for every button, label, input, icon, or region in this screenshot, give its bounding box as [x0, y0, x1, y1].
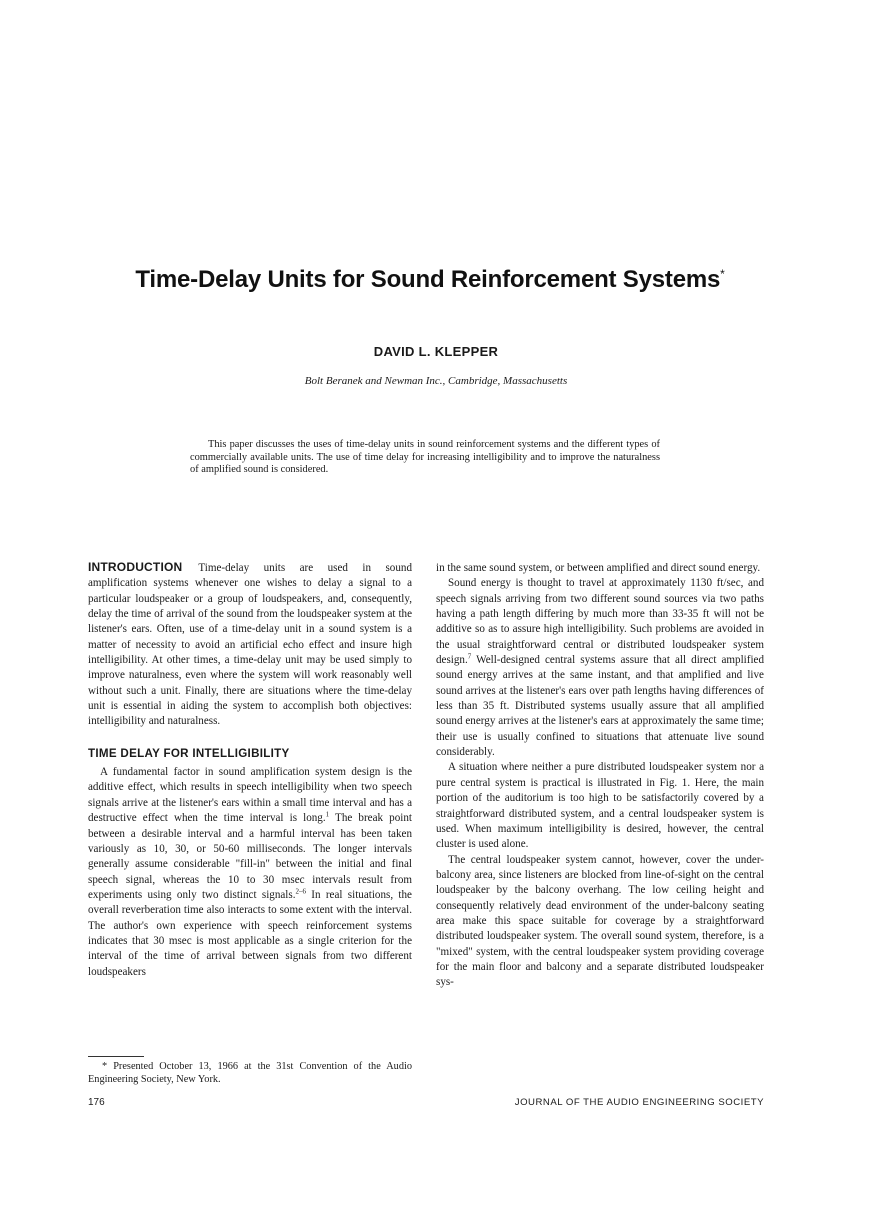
right-column [436, 561, 764, 991]
body-paragraph: The central loudspeaker system cannot, however, cover the under-balcony area, since listeners are blocked from line-of-sight on the central loudspeaker by the balcony overhang. The low ceiling height and consequently relatively dead environment of the under-balcony seating area make this space suitable for coverage by a straightforward distributed loudspeaker system. The overall sound system, therefore, is a "mixed" system, with the central loudspeaker system providing coverage for the main floor and balcony and a separate distributed loudspeaker sys- [436, 853, 764, 989]
reference-mark: 7 [467, 652, 472, 661]
body-paragraph: A situation where neither a pure distributed loudspeaker system nor a pure central system is practical is illustrated in Fig. 1. Here, the main portion of the auditorium is too high to be satisfactorily covered by a straightforward distributed system, and a central loudspeaker system is used. When maximum intelligibility is desired, however, the central cluster is used alone. [436, 761, 764, 851]
body-text: A fundamental factor in sound amplification system design is the additive effect, which results in speech intelligibility when two speech signals arrive at the listener's ears within a small time interval and has a destructive effect when the time interval is long. [88, 766, 412, 825]
paper-title [60, 266, 800, 294]
footnote-divider [88, 1056, 144, 1057]
introduction-text: Time-delay units are used in sound amplification systems whenever one wishes to delay a signal to a particular loudspeaker or a group of loudspeakers, and, consequently, delay the time of arrival of the sound from the loudspeaker system at the listener's ears. Often, use of a time-delay unit in a sound system is a matter of necessity to avoid an artificial echo effect and insure high intelligibility. At other times, a time-delay unit may be used simply to improve naturalness, even where the system will work reasonably well without such a unit. Finally, there are situations where the time-delay unit is essential in aiding the system to accomplish both objectives: intelligibility and naturalness. [88, 562, 412, 728]
author-name: DAVID L. KLEPPER [373, 344, 499, 359]
introduction-heading: INTRODUCTION [88, 560, 183, 574]
left-column [88, 560, 412, 980]
body-paragraph [88, 765, 412, 980]
body-text: The break point between a desirable interval and a harmful interval has been taken variously as 10, 30, or 50-60 milliseconds. The longer intervals generally assume considerable "fill-in" between the initial and final speech signal, whereas the 10 to 30 msec intervals result from experiments using only two distinct signals. [88, 812, 412, 901]
paper-title-text: Time-Delay Units for Sound Reinforcement Systems [135, 266, 721, 293]
title-footnote-mark: * [720, 267, 725, 281]
body-text: Sound energy is thought to travel at approximately 1130 ft/sec, and speech signals arriving from two different sound sources via two paths having a path length differing by much more than 33-35 ft will not be additive so as to assure high intelligibility. Such problems are avoided in the usual straightforward central or distributed loudspeaker system design. [436, 577, 764, 667]
journal-name-footer: JOURNAL OF THE AUDIO ENGINEERING SOCIETY [514, 1097, 764, 1108]
abstract: This paper discusses the uses of time-delay units in sound reinforcement systems and the different types of commercially available units. The use of time delay for increasing intelligibility and to improve the naturalness of amplified sound is considered. [190, 439, 660, 476]
body-text: In real situations, the overall reverberation time also interacts to some extent with the interval. The author's own experience with speech reinforcement systems indicates that 30 msec is most applicable as a single criterion for the interval of the time of arrival between signals from two different loudspeakers [88, 888, 412, 978]
body-text: Well-designed central systems assure that all direct amplified sound energy arrives at the same instant, and that amplified and live sound arrives at the listener's ears over path lengths having differences of less than 35 ft. Distributed systems usually assure that all amplified sound energy arrives at the listener's ears at approximately the same time; their use is usually confined to situations that attenuate live sound considerably. [436, 654, 764, 759]
footnote: * Presented October 13, 1966 at the 31st Convention of the Audio Engineering Society, New York. [88, 1061, 412, 1085]
reference-mark: 2–6 [295, 887, 306, 896]
reference-mark: 1 [325, 810, 330, 819]
section-heading-intelligibility: TIME DELAY FOR INTELLIGIBILITY [88, 746, 290, 760]
introduction-paragraph [88, 560, 412, 730]
author-affiliation: Bolt Beranek and Newman Inc., Cambridge, Massachusetts [304, 375, 568, 387]
page-number: 176 [88, 1097, 105, 1108]
body-paragraph-continued: in the same sound system, or between amplified and direct sound energy. [436, 562, 761, 574]
body-paragraph [436, 576, 764, 760]
